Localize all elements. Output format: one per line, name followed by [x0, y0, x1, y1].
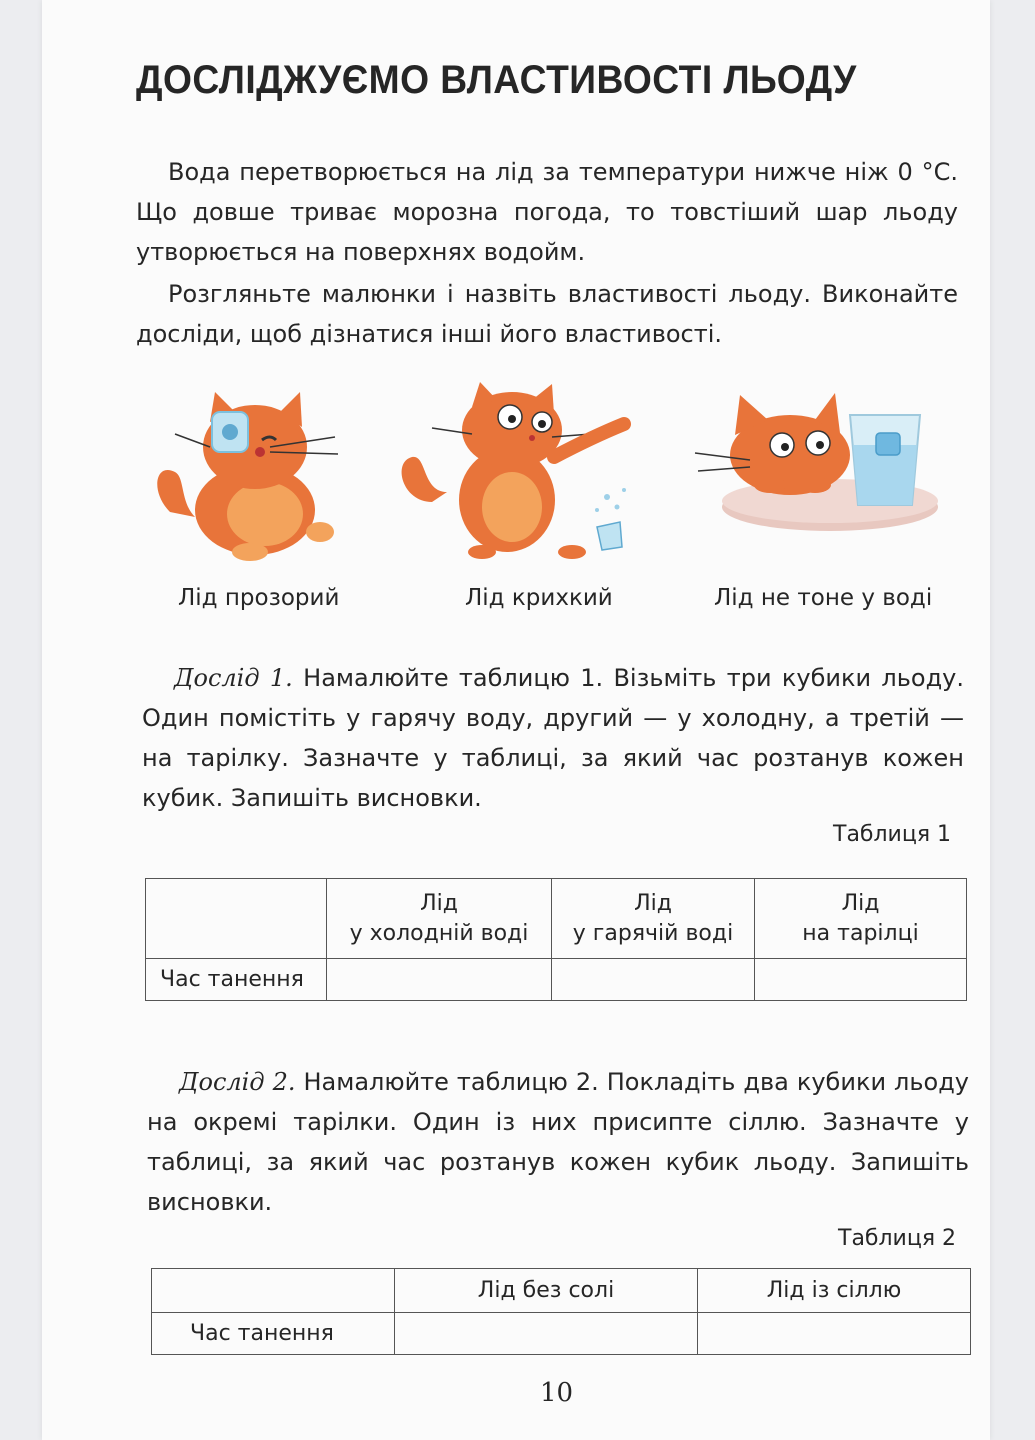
- page-number: 10: [540, 1378, 574, 1408]
- table-1-header-cold-line1: Лід: [420, 890, 458, 916]
- cat-glass-of-water-icon: [690, 385, 940, 545]
- table-1-label: Таблиця 1: [833, 822, 952, 847]
- table-1-header-hot-line2: у гарячій воді: [572, 920, 734, 946]
- caption-transparent: Лід прозорий: [178, 585, 340, 611]
- intro-paragraph-1: Вода перетворюється на лід за температури нижче ніж 0 °С. Що довше триває морозна погода, то товстіший шар льоду утворюється на поверхнях водойм.: [136, 158, 958, 266]
- table-2-label: Таблиця 2: [838, 1226, 957, 1251]
- table-1-header-plate: [755, 879, 967, 959]
- table-1-header-plate-line1: Лід: [841, 890, 880, 916]
- caption-does-not-sink: Лід не тоне у воді: [714, 585, 933, 611]
- page-title: ДОСЛІДЖУЄМО ВЛАСТИВОСТІ ЛЬОДУ: [136, 58, 857, 102]
- table-2-row-label: Час танення: [152, 1313, 395, 1355]
- table-1-cell: [327, 959, 552, 1001]
- table-1-header-cold: [327, 879, 552, 959]
- table-2-header-with-salt: Лід із сіллю: [698, 1269, 971, 1313]
- experiment-2-body: Намалюйте таблицю 2. Покладіть два кубики льоду на окремі тарілки. Один із них присипте сіллю. Зазначте у таблиці, за який час розтанув кожен кубик льоду. Запишіть висновки.: [147, 1068, 969, 1216]
- intro-paragraph-2: Розгляньте малюнки і назвіть властивості льоду. Виконайте досліди, щоб дізнатися інші його властивості.: [136, 280, 958, 348]
- table-2-corner: [152, 1269, 395, 1313]
- experiment-2-text: [147, 1062, 969, 1222]
- table-2-cell: [395, 1313, 698, 1355]
- experiment-1-label: Дослід 1.: [174, 664, 293, 692]
- cat-breaking-ice-icon: [392, 382, 632, 562]
- table-2-cell: [698, 1313, 971, 1355]
- experiment-1-text: [142, 658, 964, 818]
- experiment-1-body: Намалюйте таблицю 1. Візьміть три кубики льоду. Один помістіть у гарячу воду, другий — у холодну, а третій — на тарілку. Зазначте у таблиці, за який час розтанув кожен кубик. Запишіть висновки.: [142, 664, 964, 812]
- table-1-corner: [146, 879, 327, 959]
- table-1-header-hot-line1: Лід: [634, 890, 672, 916]
- table-1-header-plate-line2: на тарілці: [802, 920, 919, 946]
- table-2-header-no-salt: Лід без солі: [395, 1269, 698, 1313]
- table-1-cell: [552, 959, 755, 1001]
- caption-fragile: Лід крихкий: [465, 585, 613, 611]
- table-1-cell: [755, 959, 967, 1001]
- experiment-2-label: Дослід 2.: [179, 1068, 296, 1096]
- cat-looking-through-ice-icon: [150, 392, 350, 562]
- table-2: [151, 1268, 971, 1355]
- table-1-header-cold-line2: у холодній воді: [349, 920, 529, 946]
- table-1: [145, 878, 967, 1001]
- table-1-header-hot: [552, 879, 755, 959]
- table-1-row-label: Час танення: [146, 959, 327, 1001]
